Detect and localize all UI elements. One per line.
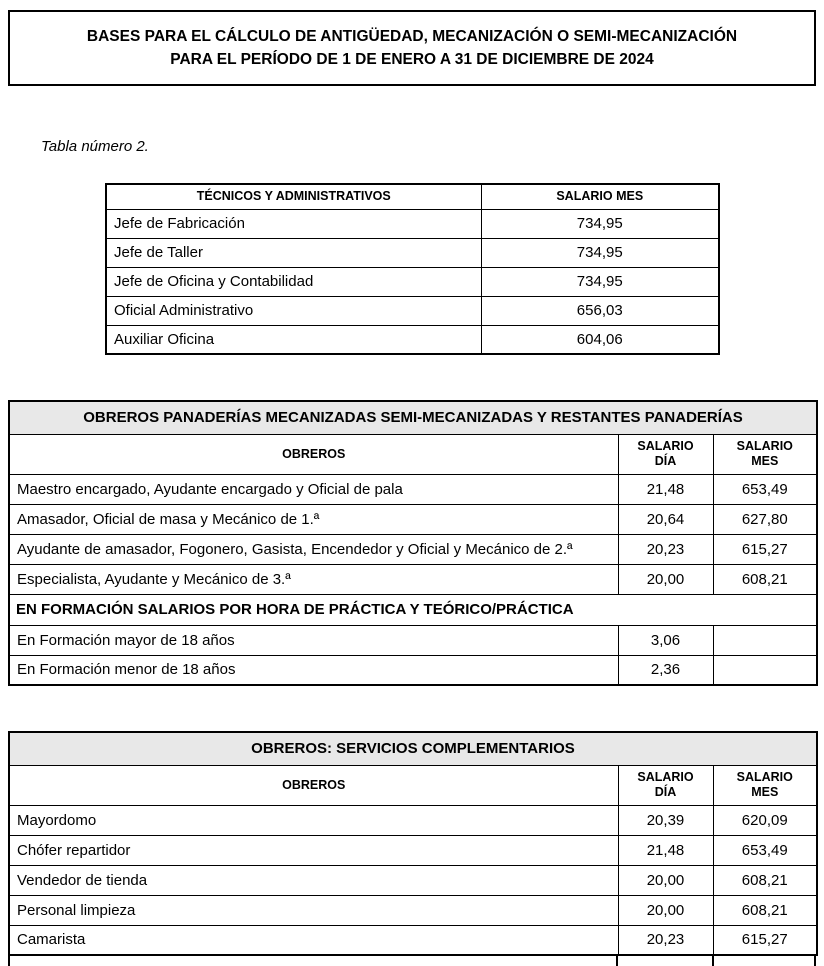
salario-mes-value: 615,27 (713, 534, 817, 564)
clipped-row-border-stub (712, 956, 714, 966)
salario-mes-value: 615,27 (713, 925, 817, 955)
servicios-table (8, 731, 818, 956)
panaderias-col-header-obreros: OBREROS (9, 434, 618, 474)
row-label: Vendedor de tienda (9, 865, 618, 895)
row-label: En Formación mayor de 18 años (9, 625, 618, 655)
table-row (106, 238, 719, 267)
servicios-title-row (9, 732, 817, 765)
row-label: Oficial Administrativo (106, 296, 481, 325)
row-label: Personal limpieza (9, 895, 618, 925)
formacion-section-row (9, 594, 817, 625)
table-row (9, 895, 817, 925)
table-row (9, 504, 817, 534)
salario-mes-value: 627,80 (713, 504, 817, 534)
clipped-row-border-stub (616, 956, 618, 966)
salario-dia-value: 2,36 (618, 655, 713, 685)
table-row (106, 296, 719, 325)
salario-mes-value: 734,95 (481, 267, 719, 296)
salario-mes-value (713, 655, 817, 685)
tecnicos-table (105, 183, 720, 355)
salario-mes-value: 608,21 (713, 865, 817, 895)
table-row (9, 474, 817, 504)
panaderias-col-header-salario-mes: SALARIO MES (713, 434, 817, 474)
salario-dia-value: 3,06 (618, 625, 713, 655)
row-label: Jefe de Fabricación (106, 209, 481, 238)
row-label: Chófer repartidor (9, 835, 618, 865)
salario-mes-value: 608,21 (713, 564, 817, 594)
salario-mes-value (713, 625, 817, 655)
row-label: Camarista (9, 925, 618, 955)
panaderias-title-row (9, 401, 817, 434)
table-row (9, 534, 817, 564)
servicios-col-header-salario-mes: SALARIO MES (713, 765, 817, 805)
salario-mes-value: 608,21 (713, 895, 817, 925)
row-label: Mayordomo (9, 805, 618, 835)
table-row (9, 625, 817, 655)
row-label: Auxiliar Oficina (106, 325, 481, 354)
salario-dia-value: 20,00 (618, 895, 713, 925)
salario-dia-value: 20,23 (618, 534, 713, 564)
formacion-section-header: EN FORMACIÓN SALARIOS POR HORA DE PRÁCTICA Y TEÓRICO/PRÁCTICA (9, 594, 817, 625)
clipped-row-border-stub (814, 956, 816, 966)
salario-dia-value: 20,39 (618, 805, 713, 835)
document-title-line-2: PARA EL PERÍODO DE 1 DE ENERO A 31 DE DICIEMBRE DE 2024 (170, 51, 654, 68)
table-row (106, 325, 719, 354)
document-title-line-1: BASES PARA EL CÁLCULO DE ANTIGÜEDAD, MECANIZACIÓN O SEMI-MECANIZACIÓN (86, 28, 738, 45)
panaderias-table-title: OBREROS PANADERÍAS MECANIZADAS SEMI-MECANIZADAS Y RESTANTES PANADERÍAS (9, 401, 817, 434)
servicios-header-row (9, 765, 817, 805)
tecnicos-header-row (106, 184, 719, 209)
row-label: Jefe de Taller (106, 238, 481, 267)
document-title-box (8, 10, 816, 86)
table-row (9, 865, 817, 895)
row-label: En Formación menor de 18 años (9, 655, 618, 685)
panaderias-col-header-salario-dia: SALARIO DÍA (618, 434, 713, 474)
salario-mes-value: 653,49 (713, 835, 817, 865)
servicios-col-header-obreros: OBREROS (9, 765, 618, 805)
tecnicos-col-header-salario-mes: SALARIO MES (481, 184, 719, 209)
salario-dia-value: 20,00 (618, 564, 713, 594)
tecnicos-col-header-puesto: TÉCNICOS Y ADMINISTRATIVOS (106, 184, 481, 209)
panaderias-table (8, 400, 818, 686)
salario-dia-value: 20,64 (618, 504, 713, 534)
table-caption: Tabla número 2. (41, 138, 149, 155)
row-label: Jefe de Oficina y Contabilidad (106, 267, 481, 296)
table-row (9, 925, 817, 955)
panaderias-header-row (9, 434, 817, 474)
table-row (9, 655, 817, 685)
servicios-col-header-salario-dia: SALARIO DÍA (618, 765, 713, 805)
salario-mes-value: 734,95 (481, 209, 719, 238)
table-row (9, 564, 817, 594)
salario-mes-value: 653,49 (713, 474, 817, 504)
row-label: Amasador, Oficial de masa y Mecánico de 1.ª (9, 504, 618, 534)
table-row (106, 209, 719, 238)
table-row (9, 835, 817, 865)
table-row (106, 267, 719, 296)
salario-dia-value: 20,23 (618, 925, 713, 955)
salario-mes-value: 604,06 (481, 325, 719, 354)
servicios-table-title: OBREROS: SERVICIOS COMPLEMENTARIOS (9, 732, 817, 765)
salario-mes-value: 656,03 (481, 296, 719, 325)
row-label: Maestro encargado, Ayudante encargado y Oficial de pala (9, 474, 618, 504)
table-row (9, 805, 817, 835)
row-label: Ayudante de amasador, Fogonero, Gasista, Encendedor y Oficial y Mecánico de 2.ª (9, 534, 618, 564)
clipped-row-border-stub (8, 956, 10, 966)
salario-dia-value: 21,48 (618, 835, 713, 865)
salario-dia-value: 20,00 (618, 865, 713, 895)
salario-mes-value: 734,95 (481, 238, 719, 267)
row-label: Especialista, Ayudante y Mecánico de 3.ª (9, 564, 618, 594)
salario-mes-value: 620,09 (713, 805, 817, 835)
salario-dia-value: 21,48 (618, 474, 713, 504)
